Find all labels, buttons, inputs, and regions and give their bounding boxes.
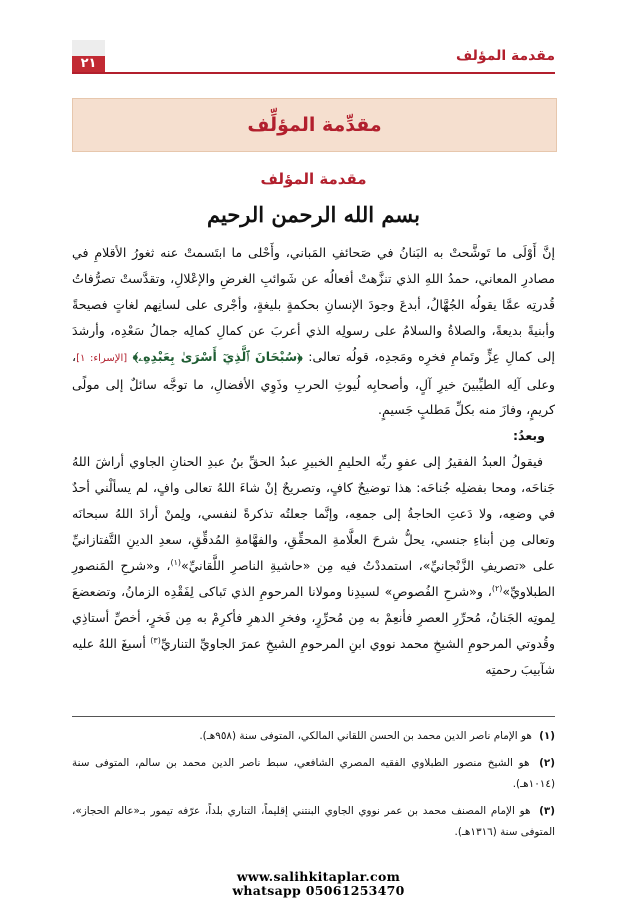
footnotes bbox=[72, 726, 555, 849]
page-number: ٢١ bbox=[80, 56, 97, 71]
paragraph-main bbox=[72, 449, 555, 682]
main-text-a: فيقولُ العبدُ الفقيرُ إلى عفوِ ربِّه الحليمِ الخبيرِ عبدُ الحقِّ بنُ عبدِ الحنانِ الجاوي أراشَ اللهُ جَناحَه، ومحا بفضلِه جُناحَه: هذا توضيحٌ كافٍ، وتصريحٌ إنْ شاءَ اللهُ تعالى وافٍ، لم يسألْني أحدٌ في وضعِه، ولا دَعتِ الحاجةُ إلى جمعِه، وإنَّما جعلتُه تذكرةً لنفسي، ولِمنْ أرادَ اللهُ سبحانَه وتعالى مِن أبناءِ جنسي، يحلُّ شرحَ العلَّامةِ المحقِّقِ، والفهَّامةِ المُدقِّقِ، سعدِ الدينِ التَّفتازانيِّ على «تصريفِ الزَّنْجانيِّ»، استمددْتُ فيه مِن «حاشيةِ الناصرِ اللَّقانيِّ» bbox=[72, 454, 555, 573]
wa-bad-heading: وبعدُ: bbox=[513, 428, 545, 444]
intro-continuation: ، وعلى آلِه الطيِّبينَ خيرِ آلٍ، وأصحابِه لُيوثِ الحربِ وذَوِي الأفضالِ، ما توجَّه سائلٌ إلى مولًى كريمٍ، وفازَ منه بكلِّ مَطلبٍ جَسيمٍ. bbox=[72, 348, 555, 418]
running-header-title: مقدمة المؤلف bbox=[455, 48, 555, 64]
page-number-badge bbox=[72, 40, 105, 72]
basmala: بسم الله الرحمن الرحيم bbox=[207, 202, 420, 227]
footnote-1 bbox=[72, 726, 555, 747]
body-text bbox=[72, 240, 555, 682]
watermark-phone: whatsapp 05061253470 bbox=[232, 883, 405, 898]
footnote-2 bbox=[72, 753, 555, 795]
footnote-text: هو الإمام ناصر الدين محمد بن الحسن اللقاني المالكي، المتوفى سنة (٩٥٨هـ). bbox=[199, 730, 532, 742]
footnote-marker: (٣) bbox=[539, 805, 555, 817]
section-title-box bbox=[72, 98, 557, 152]
main-text-b: ، و«شرحِ المَنصورِ الطبلاويِّ» bbox=[72, 557, 555, 599]
footnote-text: هو الإمام المصنف محمد بن عمر نووي الجاوي البنتني إقليماً، التناري بلداً، عرّفه تيمور بـ«عالم الحجاز»، المتوفى سنة (١٣١٦هـ). bbox=[72, 805, 555, 838]
intro-text: إنَّ أَوْلَى ما تَوشَّحتْ به البَنانُ في صَحائفِ المَباني، وأَحْلى ما ابتَسمتْ عنه ثغورُ الأقلامِ في مصادرِ المعاني، حمدُ اللهِ الذي تنزَّهتْ أفعالُه عن شَوائبِ الغرضِ والإعْلالِ، وتقدَّستْ تصرُّفاتُ قُدرتِه عمَّا يقولُه الجُهَّالُ، أبدعَ وجودَ الإنسانِ بحكمةٍ بليغةٍ، وأجْرى على لسانِهم لغاتٍ فصيحةً وأبنيةً بديعةً، والصلاةُ والسلامُ على رسولِه الذي أعربَ عن كمالِ كمالِه جمالُ سَعْدِه، وأرشدَ إلى كمالِ عِزٍّ وتَمامِ فخرِه ومَجدِه، قولُه تعالى: bbox=[72, 245, 555, 364]
main-text-c: ، و«شرحِ الفُصوصِ» لسيدِنا ومولانا المرحومِ الذي تَباكى لِفَقْدِه الزمانُ، وتضعضعَ لِموتِه الجَنانُ، مُحرِّرِ العصرِ فأنعِمْ به مِن مُحرِّرٍ، وفخرِ الدهرِ فأكرِمْ به مِن فَخرٍ، أخصِّ أستاذِي وقُدوتي المرحومِ الشيخِ محمد نووي ابنِ المرحومِ الشيخِ عمرَ الجاويِّ التناريِّ bbox=[72, 583, 555, 651]
verse-reference: [الإسراء: ١] bbox=[76, 352, 128, 364]
subsection-title: مقدمة المؤلف bbox=[260, 170, 367, 188]
footnote-ref-1[interactable]: (١) bbox=[170, 557, 181, 567]
footnote-marker: (١) bbox=[539, 730, 555, 742]
watermark-url: www.salihkitaplar.com bbox=[236, 869, 401, 884]
watermark bbox=[0, 870, 637, 898]
running-header bbox=[72, 42, 555, 74]
main-text-d: أسبغَ اللهُ عليه شآبيبَ رحمتِه bbox=[72, 635, 555, 677]
footnote-3 bbox=[72, 801, 555, 843]
footnote-ref-3[interactable]: (٣) bbox=[150, 635, 161, 645]
footnote-separator bbox=[72, 716, 555, 717]
footnote-marker: (٢) bbox=[539, 757, 555, 769]
quran-verse: ﴿سُبْحَانَ ٱلَّذِيٓ أَسْرَىٰ بِعَبْدِهِۦ﴾ bbox=[132, 348, 303, 364]
section-title: مقدِّمة المؤلِّف bbox=[247, 114, 382, 136]
footnote-ref-2[interactable]: (٢) bbox=[491, 583, 503, 593]
paragraph-intro bbox=[72, 240, 555, 423]
footnote-text: هو الشيخ منصور الطبلاوي الفقيه المصري الشافعي، سبط ناصر الدين محمد بن سالم، المتوفى سنة (١٠١٤هـ). bbox=[72, 757, 555, 790]
